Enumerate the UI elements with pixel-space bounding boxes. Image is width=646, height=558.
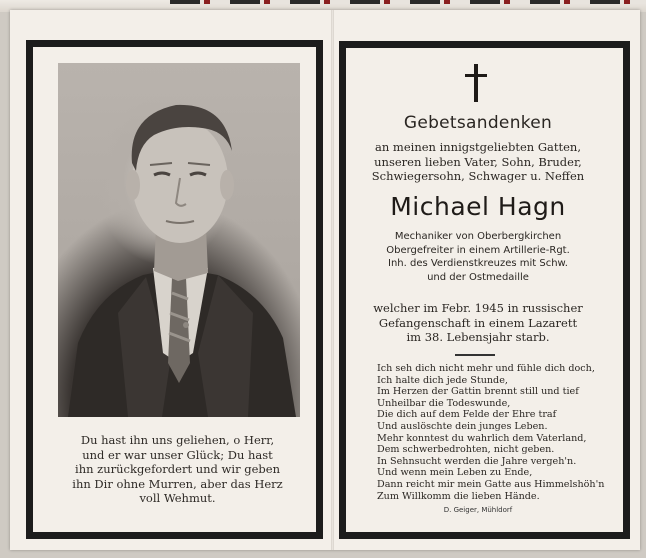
left-verse-line: ihn Dir ohne Murren, aber das Herz bbox=[72, 476, 283, 491]
deceased-name: Michael Hagn bbox=[390, 192, 566, 221]
poem-line: Ich seh dich nicht mehr und fühle dich doch, bbox=[377, 363, 595, 374]
rank-details bbox=[352, 230, 604, 284]
left-verse-line: Du hast ihn uns geliehen, o Herr, bbox=[80, 433, 275, 447]
poem-line: Die dich auf dem Felde der Ehre traf bbox=[377, 409, 557, 421]
poem-line: Dem schwerbedrohten, nicht geben. bbox=[377, 444, 555, 456]
rank-line: Obergefreiter in einem Artillerie-Rgt. bbox=[386, 244, 570, 256]
left-verse-line: voll Wehmut. bbox=[139, 491, 216, 505]
divider bbox=[455, 354, 495, 356]
death-line: Gefangenschaft in einem Lazarett bbox=[378, 315, 578, 330]
dedication-line: unseren lieben Vater, Sohn, Bruder, bbox=[374, 154, 582, 169]
dedication bbox=[352, 140, 604, 184]
poem-line: Im Herzen der Gattin brennt still und tief bbox=[377, 386, 579, 398]
left-verse-line: und er war unser Glück; Du hast bbox=[82, 447, 273, 462]
poem bbox=[377, 363, 607, 502]
poem-line: In Sehnsucht werden die Jahre vergeh'n. bbox=[377, 455, 577, 467]
death-notice bbox=[352, 301, 604, 345]
poem-line: Ich halte dich jede Stunde, bbox=[377, 374, 508, 386]
card-title: Gebetsandenken bbox=[403, 113, 553, 133]
rank-line: Mechaniker von Oberbergkirchen bbox=[394, 231, 562, 242]
death-line: welcher im Febr. 1945 in russischer bbox=[373, 301, 583, 315]
poem-line: Unheilbar die Todeswunde, bbox=[377, 397, 511, 409]
left-verse-line: ihn zurückgefordert und wir geben bbox=[75, 462, 280, 476]
portrait-photo-icon bbox=[58, 63, 300, 417]
card-fold bbox=[331, 10, 334, 550]
cross-icon bbox=[461, 64, 491, 102]
poem-line: Zum Willkomm die lieben Hände. bbox=[377, 490, 540, 502]
poem-line: Dann reicht mir mein Gatte aus Himmelshöh'n bbox=[377, 478, 605, 490]
poem-line: Mehr konntest du wahrlich dem Vaterland, bbox=[377, 432, 587, 444]
dedication-line: an meinen innigstgeliebten Gatten, bbox=[375, 140, 581, 154]
poem-line: Und auslöschte dein junges Leben. bbox=[377, 420, 548, 432]
rank-line: Inh. des Verdienstkreuzes mit Schw. bbox=[388, 258, 568, 269]
scrap-border bbox=[170, 0, 646, 4]
portrait-photo bbox=[58, 63, 300, 417]
left-verse bbox=[45, 433, 310, 506]
rank-line: und der Ostmedaille bbox=[427, 271, 529, 283]
death-line: im 38. Lebensjahr starb. bbox=[406, 330, 550, 344]
poem-line: Und wenn mein Leben zu Ende, bbox=[377, 467, 533, 479]
printer-imprint: D. Geiger, Mühldorf bbox=[443, 506, 513, 514]
dedication-line: Schwiegersohn, Schwager u. Neffen bbox=[371, 169, 585, 183]
